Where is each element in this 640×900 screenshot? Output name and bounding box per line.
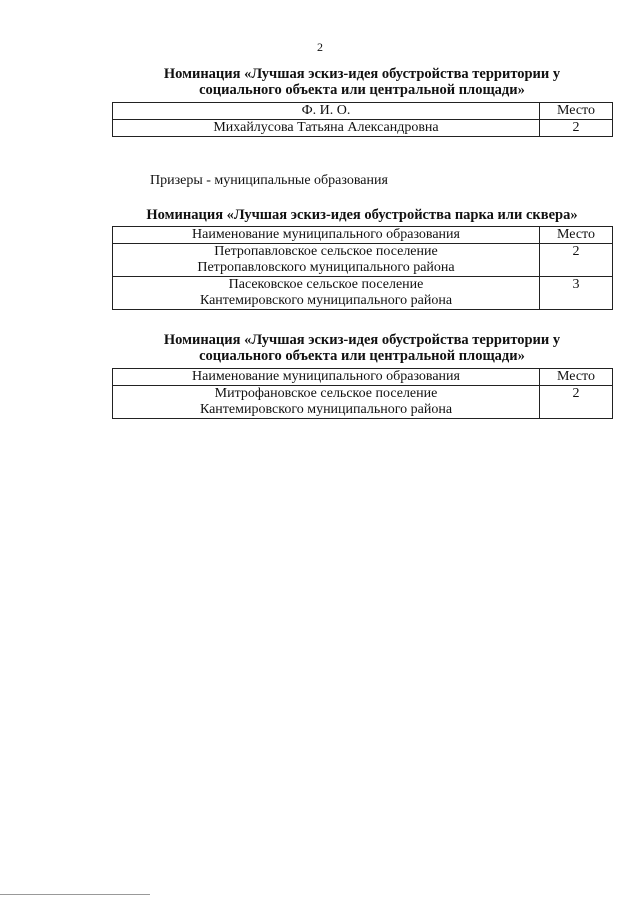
footer-divider (0, 894, 150, 895)
heading-line: Номинация «Лучшая эскиз-идея обустройства территории у (163, 66, 561, 82)
heading-line: Номинация «Лучшая эскиз-идея обустройства территории у (163, 332, 561, 348)
table-row (113, 244, 613, 277)
heading-line: Номинация «Лучшая эскиз-идея обустройства парка или сквера» (146, 207, 578, 223)
column-header-name: Наименование муниципального образования (113, 369, 540, 386)
cell-place: 2 (540, 120, 613, 137)
table-row (113, 386, 613, 419)
heading-line: социального объекта или центральной площади» (199, 82, 525, 98)
column-header-name: Наименование муниципального образования (113, 227, 540, 244)
winners-table-persons (112, 102, 613, 137)
page-number: 2 (317, 40, 323, 54)
table-header-row (113, 227, 613, 244)
cell-name: Михайлусова Татьяна Александровна (113, 120, 540, 137)
cell-line: Петропавловское сельское поселение (214, 244, 438, 259)
cell-line: Митрофановское сельское поселение (214, 386, 438, 401)
cell-name (113, 386, 540, 419)
nomination-heading-2 (110, 207, 614, 223)
column-header-place: Место (540, 227, 613, 244)
cell-place: 2 (540, 244, 613, 277)
nomination-heading-1 (110, 66, 614, 98)
column-header-name: Ф. И. О. (113, 103, 540, 120)
nomination-heading-3 (110, 332, 614, 364)
column-header-place: Место (540, 103, 613, 120)
heading-line: социального объекта или центральной площади» (199, 348, 525, 364)
cell-name (113, 244, 540, 277)
table-row (113, 277, 613, 310)
cell-line: Кантемировского муниципального района (199, 402, 453, 417)
winners-table-social (112, 368, 613, 419)
prize-winners-subtitle: Призеры - муниципальные образования (150, 173, 388, 188)
table-header-row (113, 103, 613, 120)
table-row (113, 120, 613, 137)
cell-line: Петропавловского муниципального района (197, 260, 455, 275)
cell-name (113, 277, 540, 310)
column-header-place: Место (540, 369, 613, 386)
cell-place: 2 (540, 386, 613, 419)
cell-line: Пасековское сельское поселение (228, 277, 424, 292)
cell-place: 3 (540, 277, 613, 310)
cell-line: Кантемировского муниципального района (199, 293, 453, 308)
table-header-row (113, 369, 613, 386)
winners-table-parks (112, 226, 613, 310)
